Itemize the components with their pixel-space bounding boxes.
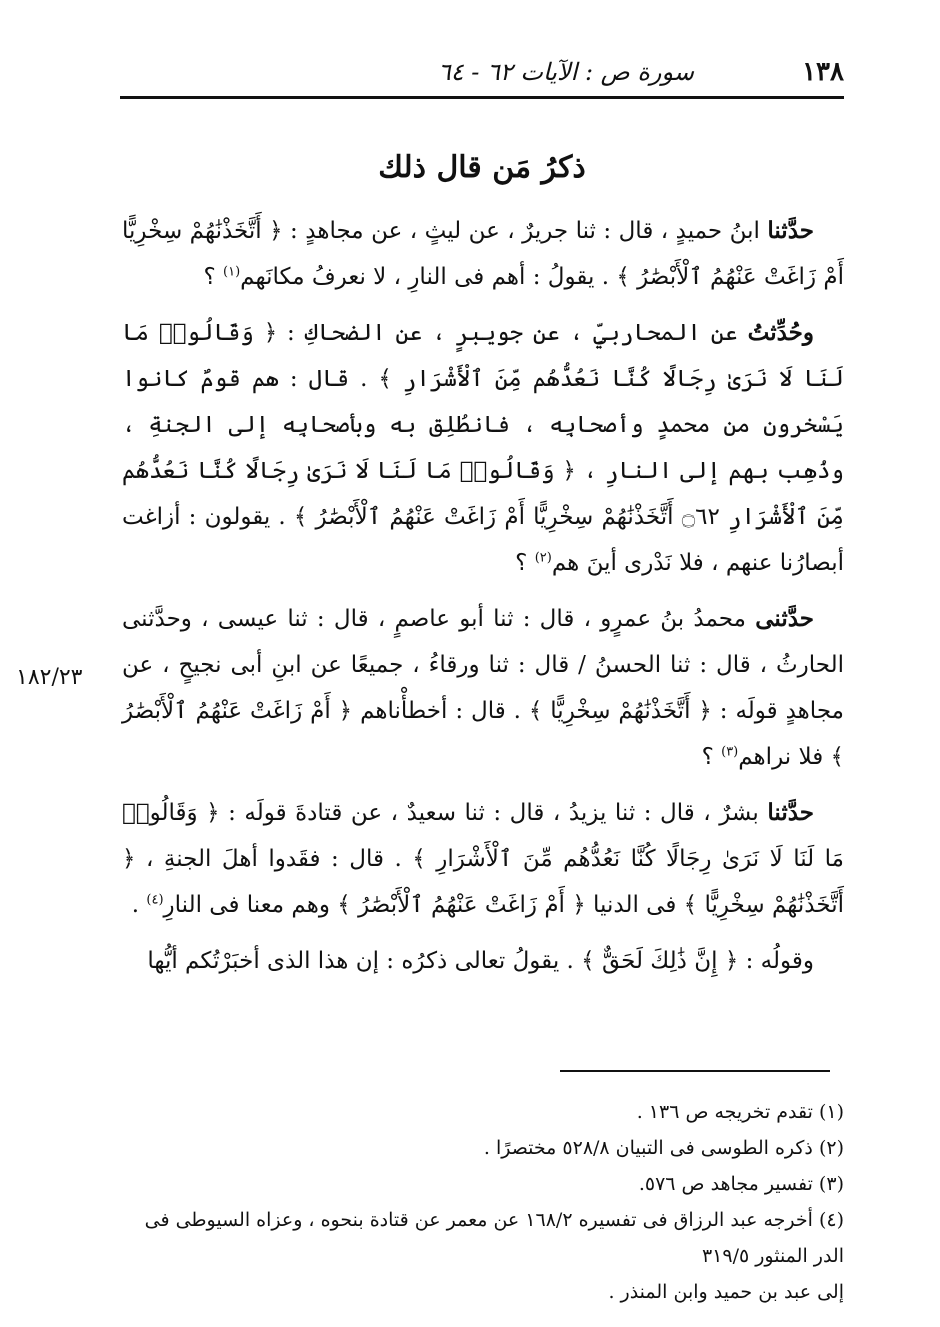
paragraph: [122, 596, 844, 780]
paragraph: [122, 790, 844, 928]
paragraph-text: عن المحاربيِّ ، عن جويبرٍ ، عن الضحاكِ : ﴿ وَقَالُوا۟ مَا لَنَا لَا نَرَىٰ رِجَالًا كُنَّا نَعُدُّهُم مِّنَ ٱلْأَشْرَارِ ﴾ . قال : هم قومٌ كانوا يَسْخرون من محمدٍ وأصحابِه ، فانطُلِق به وبأصحابِه إلى الجنةِ ، وذُهِب بهم إلى النارِ ، ﴿ وَقَالُوا۟ مَا لَنَا لَا نَرَىٰ رِجَالًا كُنَّا نَعُدُّهُم مِّنَ ٱلْأَشْرَارِ ۝٦٢ أَتَّخَذْنَٰهُمْ سِخْرِيًّا أَمْ زَاغَتْ عَنْهُمُ ٱلْأَبْصَٰرُ ﴾ . يقولون : أزاغت أبصارُنا عنهم ، فلا نَدْرى أينَ هم: [122, 320, 845, 576]
margin-reference: ١٨٢/٢٣: [16, 665, 83, 690]
paragraph: [122, 938, 844, 984]
footnote: (١) تقدم تخريجه ص ١٣٦ .: [636, 1101, 844, 1123]
footnote-continuation: إلى عبد بن حميد وابن المنذر .: [608, 1281, 844, 1303]
paragraph: [122, 208, 844, 300]
paragraph-tail: ؟: [701, 744, 722, 770]
paragraph: [122, 310, 844, 586]
footnotes: [120, 1094, 844, 1310]
header-rule: [120, 96, 844, 99]
paragraph-lead: حدَّثنى: [755, 605, 815, 632]
footnote-marker: (٣): [721, 744, 739, 760]
paragraph-lead: حدَّثنا: [767, 217, 814, 244]
page-number: ١٣٨: [802, 57, 844, 87]
running-head: سورة ص : الآيات ٦٢ - ٦٤: [437, 58, 694, 86]
paragraph-text: بشرٌ ، قال : ثنا يزيدُ ، قال : ثنا سعيدٌ ، عن قتادةَ قولَه : ﴿ وَقَالُوا۟ مَا لَنَا لَا نَرَىٰ رِجَالًا كُنَّا نَعُدُّهُم مِّنَ ٱلْأَشْرَارِ ﴾ . قال : فقَدوا أهلَ الجنةِ ، ﴿ أَتَّخَذْنَٰهُمْ سِخْرِيًّا ﴾ فى الدنيا ﴿ أَمْ زَاغَتْ عَنْهُمُ ٱلْأَبْصَٰرُ ﴾ وهم معنا فى النارِ: [122, 800, 844, 918]
footnote: (٣) تفسير مجاهد ص ٥٧٦.: [638, 1173, 844, 1195]
footnote-rule: [560, 1070, 830, 1072]
footnote-marker: (١): [223, 264, 241, 280]
paragraph-text: محمدُ بنُ عمرٍو ، قال : ثنا أبو عاصمٍ ، قال : ثنا عيسى ، وحدَّثنى الحارثُ ، قال : ثنا الحسنُ / قال : ثنا ورقاءُ ، جميعًا عن ابنِ أبى نجيحٍ ، عن مجاهدٍ قولَه : ﴿ أَتَّخَذْنَٰهُمْ سِخْرِيًّا ﴾ . قال : أخطأْناهم ﴿ أَمْ زَاغَتْ عَنْهُمُ ٱلْأَبْصَٰرُ ﴾ فلا نراهم: [122, 606, 844, 770]
paragraph-text: وقولُه : ﴿ إِنَّ ذَٰلِكَ لَحَقٌّ ﴾ . يقولُ تعالى ذكرُه : إن هذا الذى أخبَرْتُكم أيُّها: [147, 948, 814, 974]
section-title: ذكرُ مَن قال ذلك: [378, 150, 586, 185]
page-header: [120, 52, 844, 92]
footnote: (٢) ذكره الطوسى فى التبيان ٥٢٨/٨ مختصرًا .: [483, 1137, 844, 1159]
footnote: (٤) أخرجه عبد الرزاق فى تفسيره ١٦٨/٢ عن معمر عن قتادة بنحوه ، وعزاه السيوطى فى الدر المنثور ٣١٩/٥: [144, 1209, 844, 1267]
paragraph-lead: حدَّثنا: [767, 799, 815, 826]
footnote-marker: (٤): [146, 892, 164, 908]
paragraph-lead: وحُدِّثتُ: [747, 319, 814, 346]
paragraph-tail: .: [131, 892, 147, 918]
paragraph-tail: ؟: [203, 264, 224, 290]
footnote-marker: (٢): [534, 550, 552, 566]
paragraph-tail: ؟: [515, 550, 535, 576]
body-text: [122, 208, 844, 994]
paragraph-text: ابنُ حميدٍ ، قال : ثنا جريرٌ ، عن ليثٍ ، عن مجاهدٍ : ﴿ أَتَّخَذْنَٰهُمْ سِخْرِيًّا أَمْ زَاغَتْ عَنْهُمُ ٱلْأَبْصَٰرُ ﴾ . يقولُ : أهم فى النارِ ، لا نعرفُ مكانَهم: [122, 218, 844, 290]
